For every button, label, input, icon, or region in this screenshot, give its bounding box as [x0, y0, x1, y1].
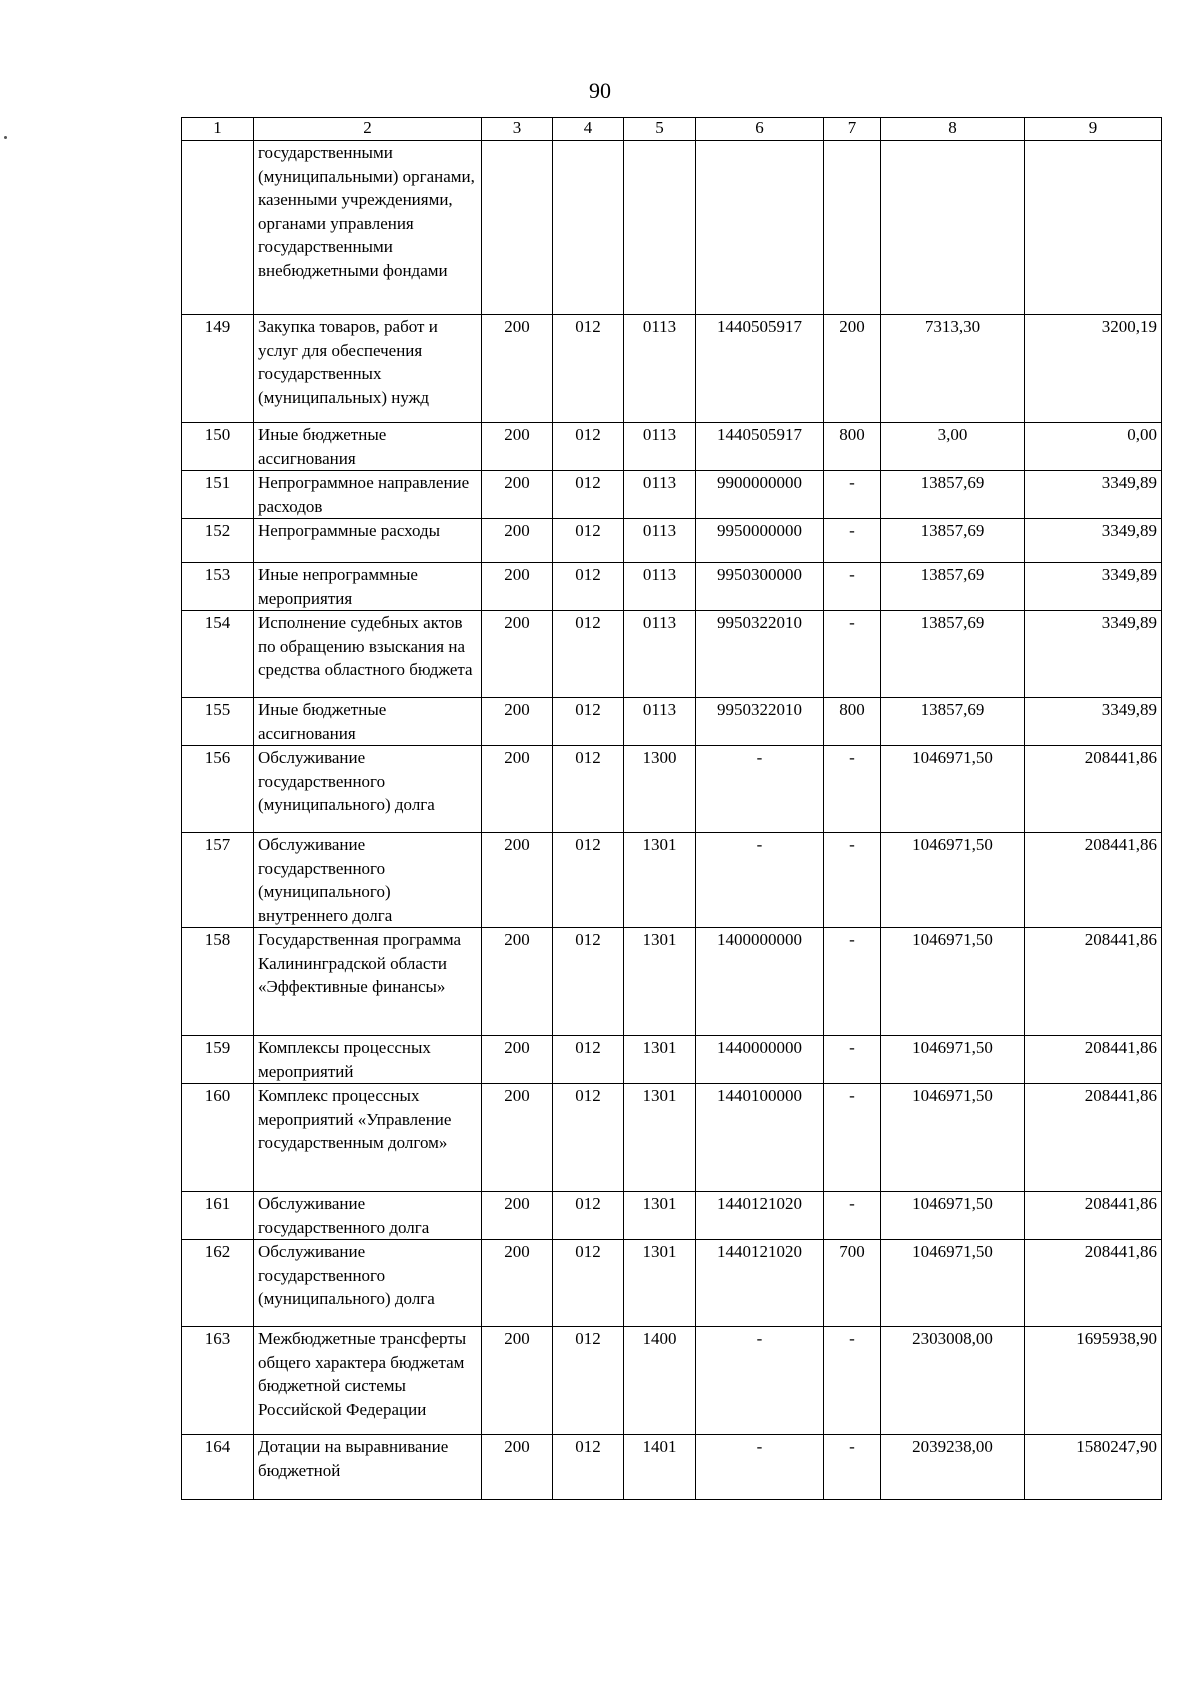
scan-speck	[4, 136, 7, 139]
code-col-3: 200	[482, 698, 553, 746]
table-row	[182, 928, 1162, 1036]
amount-col-9: 208441,86	[1025, 1192, 1162, 1240]
row-number	[182, 141, 254, 315]
code-col-6: 1440121020	[696, 1192, 824, 1240]
code-col-5: 1301	[624, 1036, 696, 1084]
amount-col-9: 3349,89	[1025, 471, 1162, 519]
amount-col-8: 1046971,50	[881, 833, 1025, 928]
code-col-3: 200	[482, 928, 553, 1036]
code-col-3: 200	[482, 1327, 553, 1435]
row-number: 164	[182, 1435, 254, 1500]
code-col-4: 012	[553, 1435, 624, 1500]
code-col-5: 1301	[624, 1084, 696, 1192]
code-col-4	[553, 141, 624, 315]
amount-col-8: 13857,69	[881, 611, 1025, 698]
code-col-7: -	[824, 611, 881, 698]
row-description: Непрограммные расходы	[254, 519, 482, 563]
row-description: Комплексы процессных мероприятий	[254, 1036, 482, 1084]
column-header-5: 5	[624, 118, 696, 141]
code-col-7	[824, 141, 881, 315]
code-col-4: 012	[553, 471, 624, 519]
amount-col-8: 3,00	[881, 423, 1025, 471]
code-col-7: 800	[824, 423, 881, 471]
table-row	[182, 519, 1162, 563]
amount-col-8: 1046971,50	[881, 928, 1025, 1036]
column-header-7: 7	[824, 118, 881, 141]
budget-table	[181, 117, 1162, 1500]
code-col-6: -	[696, 746, 824, 833]
amount-col-9: 3349,89	[1025, 611, 1162, 698]
table-header-row	[182, 118, 1162, 141]
amount-col-9: 3349,89	[1025, 698, 1162, 746]
amount-col-8: 1046971,50	[881, 1240, 1025, 1327]
code-col-7: -	[824, 833, 881, 928]
code-col-4: 012	[553, 423, 624, 471]
row-number: 149	[182, 315, 254, 423]
amount-col-9: 208441,86	[1025, 928, 1162, 1036]
code-col-5: 0113	[624, 519, 696, 563]
code-col-3: 200	[482, 471, 553, 519]
code-col-4: 012	[553, 746, 624, 833]
table-row	[182, 746, 1162, 833]
code-col-6: -	[696, 1327, 824, 1435]
code-col-5: 1401	[624, 1435, 696, 1500]
code-col-6: 1440100000	[696, 1084, 824, 1192]
code-col-7: -	[824, 1192, 881, 1240]
code-col-3: 200	[482, 563, 553, 611]
code-col-5: 1300	[624, 746, 696, 833]
code-col-3: 200	[482, 315, 553, 423]
code-col-4: 012	[553, 1084, 624, 1192]
row-description: Государственная программа Калининградской области «Эффективные финансы»	[254, 928, 482, 1036]
code-col-6: -	[696, 1435, 824, 1500]
code-col-7: -	[824, 746, 881, 833]
row-number: 157	[182, 833, 254, 928]
code-col-4: 012	[553, 315, 624, 423]
code-col-5: 0113	[624, 315, 696, 423]
table-row	[182, 1192, 1162, 1240]
table-row	[182, 563, 1162, 611]
row-description: Закупка товаров, работ и услуг для обеспечения государственных (муниципальных) нужд	[254, 315, 482, 423]
code-col-5: 1301	[624, 928, 696, 1036]
amount-col-9	[1025, 141, 1162, 315]
row-description: Комплекс процессных мероприятий «Управление государственным долгом»	[254, 1084, 482, 1192]
column-header-9: 9	[1025, 118, 1162, 141]
code-col-6: 1440505917	[696, 423, 824, 471]
row-number: 162	[182, 1240, 254, 1327]
code-col-4: 012	[553, 1036, 624, 1084]
code-col-6: 9950322010	[696, 611, 824, 698]
column-header-1: 1	[182, 118, 254, 141]
code-col-7: -	[824, 519, 881, 563]
code-col-6: 1400000000	[696, 928, 824, 1036]
row-number: 154	[182, 611, 254, 698]
amount-col-9: 208441,86	[1025, 746, 1162, 833]
amount-col-8: 1046971,50	[881, 1192, 1025, 1240]
code-col-6: 9900000000	[696, 471, 824, 519]
table-row	[182, 1435, 1162, 1500]
code-col-7: -	[824, 928, 881, 1036]
code-col-7: -	[824, 1084, 881, 1192]
code-col-4: 012	[553, 1192, 624, 1240]
table-row	[182, 315, 1162, 423]
amount-col-8: 2303008,00	[881, 1327, 1025, 1435]
amount-col-8: 1046971,50	[881, 746, 1025, 833]
column-header-2: 2	[254, 118, 482, 141]
code-col-5: 1301	[624, 833, 696, 928]
code-col-6	[696, 141, 824, 315]
row-description: Исполнение судебных актов по обращению взыскания на средства областного бюджета	[254, 611, 482, 698]
code-col-5: 1400	[624, 1327, 696, 1435]
amount-col-8: 1046971,50	[881, 1084, 1025, 1192]
code-col-4: 012	[553, 1240, 624, 1327]
code-col-3: 200	[482, 1036, 553, 1084]
code-col-3	[482, 141, 553, 315]
code-col-5: 0113	[624, 611, 696, 698]
row-number: 161	[182, 1192, 254, 1240]
row-description: Обслуживание государственного (муниципального) внутреннего долга	[254, 833, 482, 928]
row-description: Иные непрограммные мероприятия	[254, 563, 482, 611]
amount-col-8: 13857,69	[881, 563, 1025, 611]
row-number: 160	[182, 1084, 254, 1192]
amount-col-8: 7313,30	[881, 315, 1025, 423]
column-header-3: 3	[482, 118, 553, 141]
row-number: 159	[182, 1036, 254, 1084]
code-col-5: 1301	[624, 1192, 696, 1240]
amount-col-8: 13857,69	[881, 471, 1025, 519]
row-number: 151	[182, 471, 254, 519]
code-col-7: 700	[824, 1240, 881, 1327]
table-row	[182, 141, 1162, 315]
code-col-6: 9950322010	[696, 698, 824, 746]
table-body	[182, 141, 1162, 1500]
code-col-4: 012	[553, 611, 624, 698]
row-number: 153	[182, 563, 254, 611]
code-col-6: 1440505917	[696, 315, 824, 423]
code-col-3: 200	[482, 1192, 553, 1240]
code-col-4: 012	[553, 928, 624, 1036]
column-header-4: 4	[553, 118, 624, 141]
code-col-5: 1301	[624, 1240, 696, 1327]
row-description: Обслуживание государственного долга	[254, 1192, 482, 1240]
code-col-5: 0113	[624, 698, 696, 746]
amount-col-8	[881, 141, 1025, 315]
row-number: 156	[182, 746, 254, 833]
code-col-3: 200	[482, 611, 553, 698]
row-description: государственными (муниципальными) органами, казенными учреждениями, органами управления государственными внебюджетными фондами	[254, 141, 482, 315]
code-col-5	[624, 141, 696, 315]
amount-col-8: 13857,69	[881, 698, 1025, 746]
amount-col-9: 208441,86	[1025, 1036, 1162, 1084]
code-col-6: 1440121020	[696, 1240, 824, 1327]
amount-col-9: 3349,89	[1025, 563, 1162, 611]
code-col-7: -	[824, 563, 881, 611]
code-col-4: 012	[553, 698, 624, 746]
row-number: 163	[182, 1327, 254, 1435]
amount-col-9: 1580247,90	[1025, 1435, 1162, 1500]
table-row	[182, 611, 1162, 698]
table-row	[182, 1327, 1162, 1435]
code-col-7: -	[824, 1327, 881, 1435]
row-number: 152	[182, 519, 254, 563]
code-col-7: 200	[824, 315, 881, 423]
table-row	[182, 698, 1162, 746]
column-header-8: 8	[881, 118, 1025, 141]
code-col-5: 0113	[624, 471, 696, 519]
code-col-6: -	[696, 833, 824, 928]
table-row	[182, 1240, 1162, 1327]
row-description: Иные бюджетные ассигнования	[254, 423, 482, 471]
code-col-4: 012	[553, 833, 624, 928]
code-col-3: 200	[482, 423, 553, 471]
table-row	[182, 423, 1162, 471]
row-description: Непрограммное направление расходов	[254, 471, 482, 519]
code-col-4: 012	[553, 1327, 624, 1435]
table-row	[182, 1036, 1162, 1084]
amount-col-9: 208441,86	[1025, 1240, 1162, 1327]
row-description: Иные бюджетные ассигнования	[254, 698, 482, 746]
row-number: 155	[182, 698, 254, 746]
code-col-4: 012	[553, 519, 624, 563]
row-description: Межбюджетные трансферты общего характера бюджетам бюджетной системы Российской Федерации	[254, 1327, 482, 1435]
code-col-3: 200	[482, 833, 553, 928]
amount-col-9: 1695938,90	[1025, 1327, 1162, 1435]
code-col-3: 200	[482, 1084, 553, 1192]
code-col-6: 9950000000	[696, 519, 824, 563]
table-row	[182, 833, 1162, 928]
code-col-7: -	[824, 1036, 881, 1084]
code-col-5: 0113	[624, 563, 696, 611]
code-col-7: -	[824, 471, 881, 519]
page-number: 90	[589, 78, 611, 103]
code-col-4: 012	[553, 563, 624, 611]
code-col-6: 1440000000	[696, 1036, 824, 1084]
code-col-3: 200	[482, 1435, 553, 1500]
code-col-5: 0113	[624, 423, 696, 471]
table-row	[182, 471, 1162, 519]
amount-col-9: 208441,86	[1025, 833, 1162, 928]
table-row	[182, 1084, 1162, 1192]
code-col-3: 200	[482, 1240, 553, 1327]
row-number: 158	[182, 928, 254, 1036]
code-col-3: 200	[482, 519, 553, 563]
code-col-3: 200	[482, 746, 553, 833]
code-col-6: 9950300000	[696, 563, 824, 611]
row-description: Дотации на выравнивание бюджетной	[254, 1435, 482, 1500]
code-col-7: -	[824, 1435, 881, 1500]
code-col-7: 800	[824, 698, 881, 746]
row-description: Обслуживание государственного (муниципального) долга	[254, 746, 482, 833]
row-number: 150	[182, 423, 254, 471]
amount-col-8: 13857,69	[881, 519, 1025, 563]
amount-col-9: 3349,89	[1025, 519, 1162, 563]
amount-col-8: 2039238,00	[881, 1435, 1025, 1500]
amount-col-9: 3200,19	[1025, 315, 1162, 423]
column-header-6: 6	[696, 118, 824, 141]
row-description: Обслуживание государственного (муниципального) долга	[254, 1240, 482, 1327]
amount-col-9: 208441,86	[1025, 1084, 1162, 1192]
amount-col-9: 0,00	[1025, 423, 1162, 471]
amount-col-8: 1046971,50	[881, 1036, 1025, 1084]
